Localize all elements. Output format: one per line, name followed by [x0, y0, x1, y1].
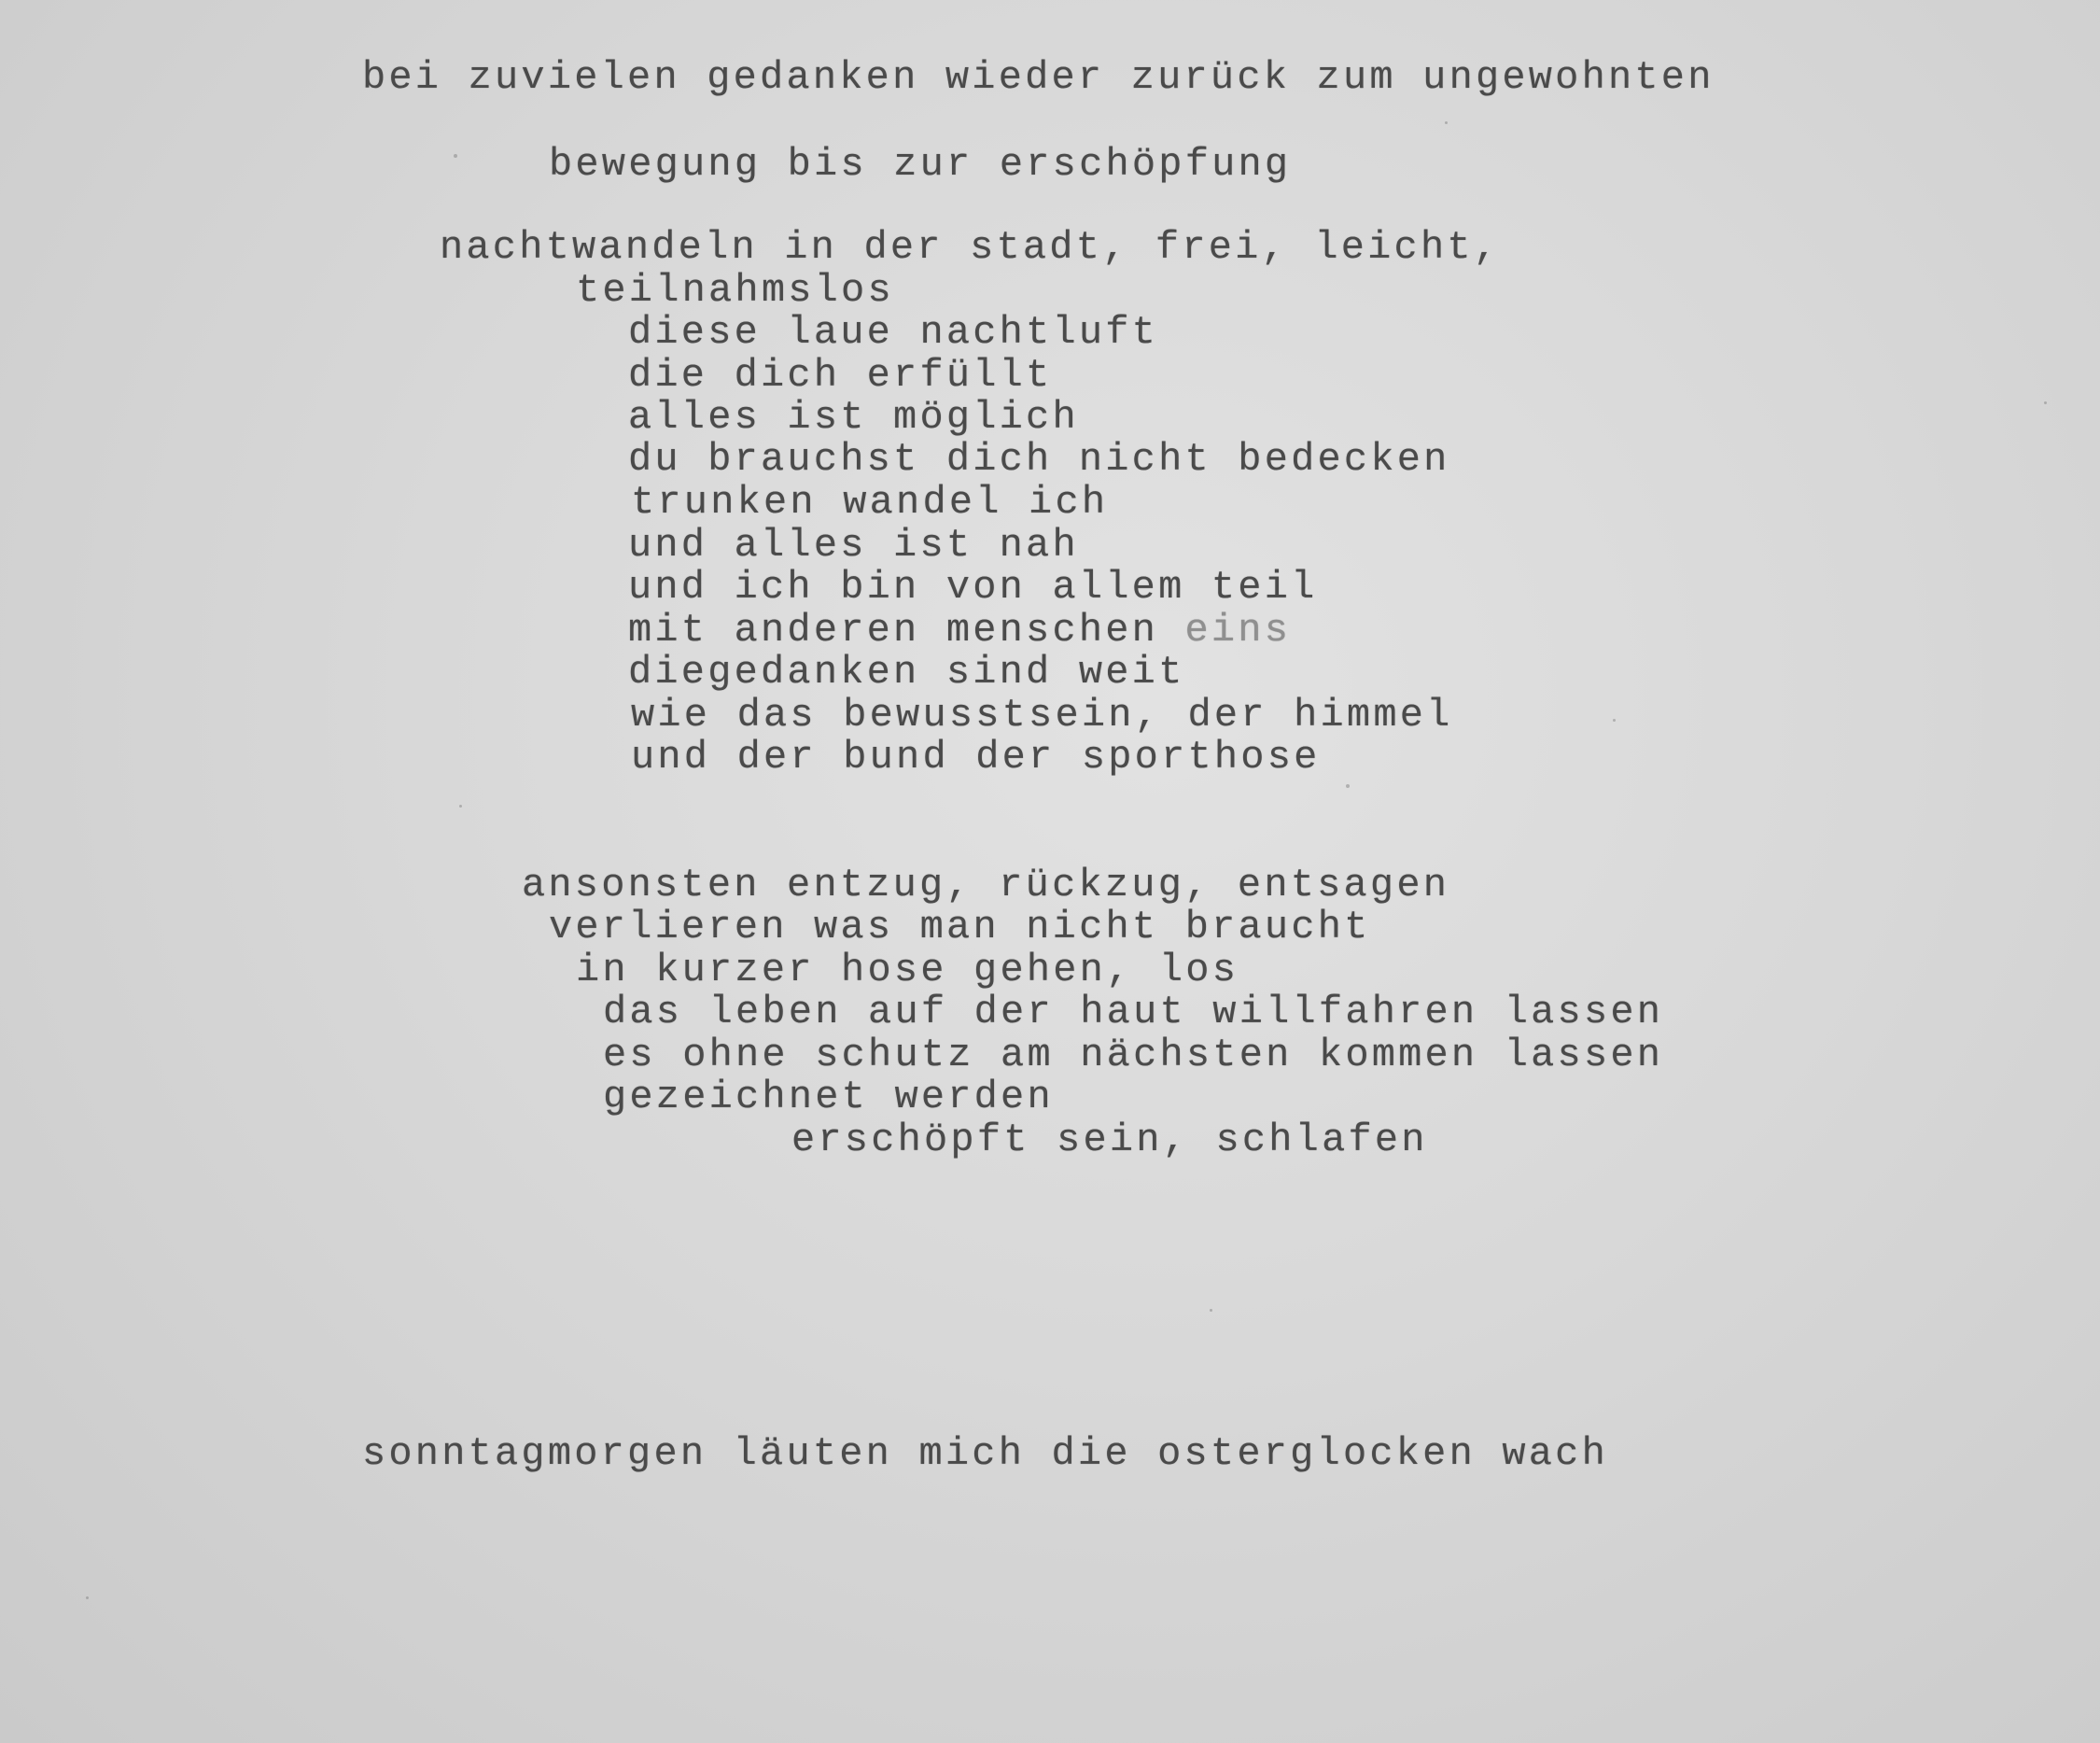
stanza1-line-6: du brauchst dich nicht bedecken — [628, 437, 1450, 482]
paper-speck — [454, 154, 457, 158]
stanza2-line-1: ansonsten entzug, rückzug, entsagen — [522, 863, 1450, 907]
stanza1-line-4: die dich erfüllt — [628, 353, 1053, 398]
paper-speck — [2044, 401, 2047, 404]
paper-speck — [1210, 1309, 1212, 1312]
stanza2-line-3: in kurzer hose gehen, los — [576, 948, 1239, 992]
stanza1-line-9: und ich bin von allem teil — [628, 565, 1318, 610]
stanza1-line-1: nachtwandeln in der stadt, frei, leicht, — [440, 225, 1501, 270]
stanza1-line-3: diese laue nachtluft — [628, 310, 1159, 355]
stanza1-line-8: und alles ist nah — [628, 523, 1079, 568]
paper-speck — [459, 805, 462, 808]
stanza1-line-2: teilnahmslos — [576, 268, 894, 313]
stanza1-line-7: trunken wandel ich — [631, 480, 1109, 525]
stanza1-line-10-faint: eins — [1158, 608, 1292, 653]
paper-speck — [1346, 784, 1350, 788]
stanza1-line-10 — [628, 609, 1291, 652]
paper-speck — [1445, 121, 1448, 124]
stanza1-line-11: diegedanken sind weit — [628, 650, 1185, 695]
stanza2-line-2: verlieren was man nicht braucht — [549, 905, 1371, 949]
closing-line-1: sonntagmorgen läuten mich die osterglocken wach — [362, 1431, 1608, 1476]
header-line-2: bewegung bis zur erschöpfung — [549, 142, 1292, 187]
paper-speck — [86, 1596, 89, 1599]
header-line-1: bei zuvielen gedanken wieder zurück zum ungewohnten — [362, 55, 1715, 100]
stanza2-line-5: es ohne schutz am nächsten kommen lassen — [603, 1033, 1664, 1077]
paper-speck — [1613, 719, 1616, 722]
stanza1-line-5: alles ist möglich — [628, 395, 1079, 440]
stanza2-line-7: erschöpft sein, schlafen — [791, 1117, 1428, 1162]
stanza2-line-6: gezeichnet werden — [603, 1075, 1054, 1119]
stanza1-line-12: wie das bewusstsein, der himmel — [631, 693, 1453, 738]
stanza1-line-10-main: mit anderen menschen — [628, 608, 1159, 653]
stanza1-line-13: und der bund der sporthose — [631, 735, 1321, 780]
stanza2-line-4: das leben auf der haut willfahren lassen — [603, 990, 1664, 1034]
